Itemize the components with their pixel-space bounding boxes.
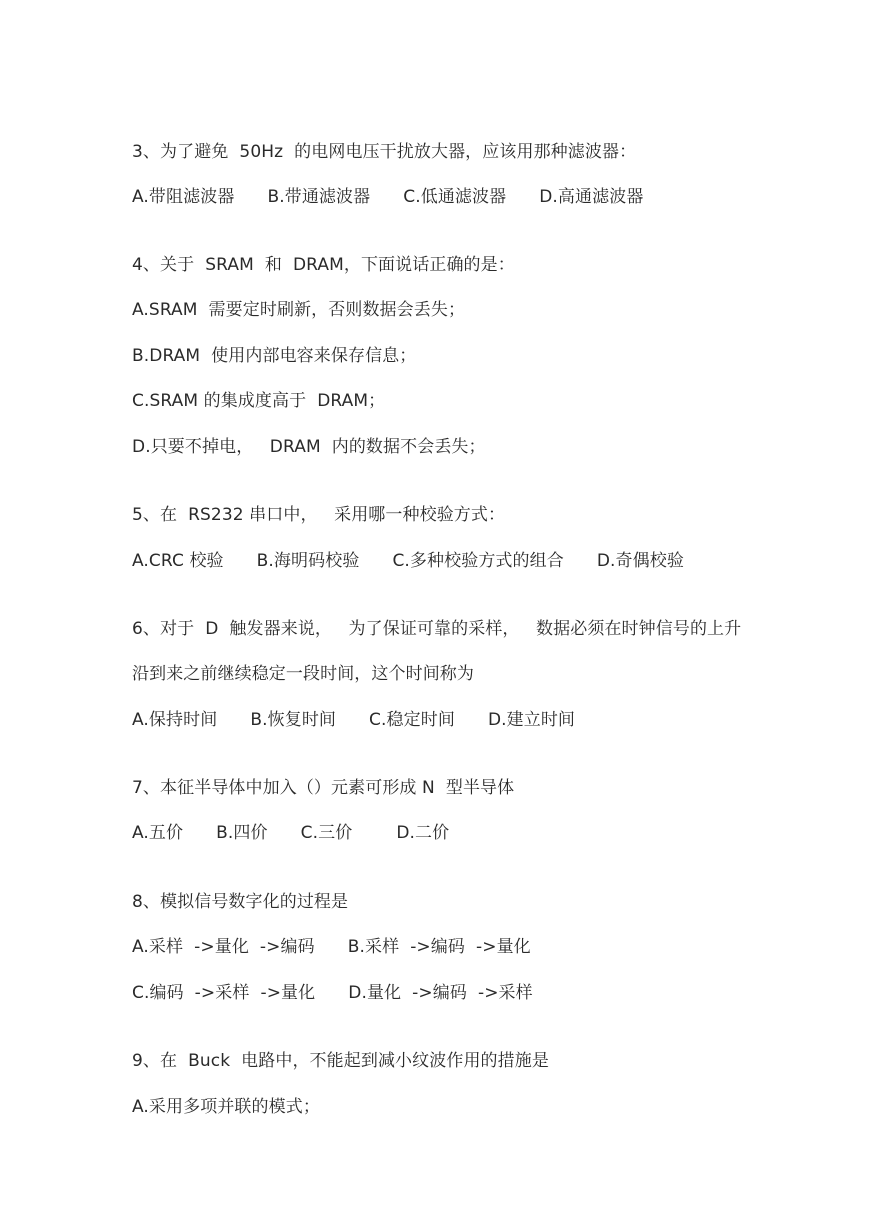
question-9-option-a: A.采用多项并联的模式； [132, 1097, 320, 1117]
question-3-prompt: 3、为了避免 50Hz 的电网电压干扰放大器，应该用那种滤波器： [132, 142, 637, 162]
question-6-prompt: 6、对于 D 触发器来说， 为了保证可靠的采样， 数据必须在时钟信号的上升 [132, 619, 742, 639]
question-8-options-ab: A.采样 ->量化 ->编码 B.采样 ->编码 ->量化 [132, 937, 531, 957]
question-4-option-d: D.只要不掉电， DRAM 内的数据不会丢失； [132, 437, 486, 457]
question-8-options-cd: C.编码 ->采样 ->量化 D.量化 ->编码 ->采样 [132, 983, 533, 1003]
question-6-prompt-continued: 沿到来之前继续稳定一段时间，这个时间称为 [132, 664, 474, 684]
question-5-prompt: 5、在 RS232 串口中， 采用哪一种校验方式： [132, 505, 506, 525]
question-4-option-b: B.DRAM 使用内部电容来保存信息； [132, 346, 417, 366]
question-8-prompt: 8、模拟信号数字化的过程是 [132, 892, 349, 912]
question-9-prompt: 9、在 Buck 电路中，不能起到减小纹波作用的措施是 [132, 1051, 549, 1071]
question-4-option-a: A.SRAM 需要定时刷新，否则数据会丢失； [132, 300, 466, 320]
question-4-option-c: C.SRAM 的集成度高于 DRAM； [132, 391, 386, 411]
question-7-options: A.五价 B.四价 C.三价 D.二价 [132, 823, 450, 843]
question-4-prompt: 4、关于 SRAM 和 DRAM，下面说话正确的是： [132, 255, 515, 275]
question-6-options: A.保持时间 B.恢复时间 C.稳定时间 D.建立时间 [132, 710, 576, 730]
question-3-options: A.带阻滤波器 B.带通滤波器 C.低通滤波器 D.高通滤波器 [132, 187, 644, 207]
question-5-options: A.CRC 校验 B.海明码校验 C.多种校验方式的组合 D.奇偶校验 [132, 551, 684, 571]
question-7-prompt: 7、本征半导体中加入（）元素可形成 N 型半导体 [132, 778, 515, 798]
